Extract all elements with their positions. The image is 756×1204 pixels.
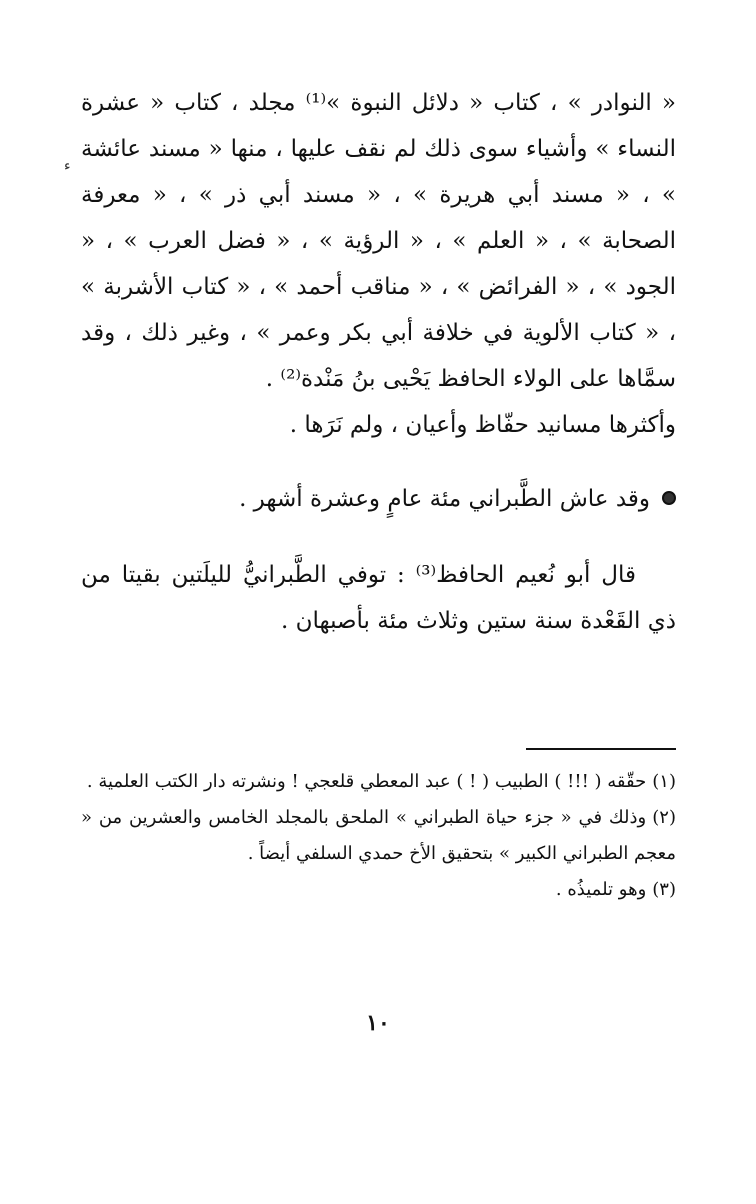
paragraph-books-list: « النوادر » ، كتاب « دلائل النبوة »⁽¹⁾ مجلد ، كتاب « عشرة النساء » وأشياء سوى ذلك لم نقف عليها ، منها « مسند عائشة » ، « مسند أبي هريرة » ، « مسند أبي ذر » ، « معرفة الصحابة » ، « العلم » ، « الرؤية » ، « فضل العرب » ، « الجود » ، « الفرائض » ، « مناقب أحمد » ، « كتاب الأشربة » ، « كتاب الألوية في خلافة أبي بكر وعمر » ، وغير ذلك ، وقد سمَّاها على الولاء الحافظ يَحْيى بنُ مَنْدة⁽²⁾ . [81,90,676,392]
footnote-divider [526,748,676,750]
stray-mark: ء [64,158,71,174]
footnote-number: (٣) [652,879,676,900]
footnote-1 [81,764,676,800]
footnote-text: حقّقه ( !!! ) الطبيب ( ! ) عبد المعطي قلعجي ! ونشرته دار الكتب العلمية . [86,771,647,792]
footnote-text: وذلك في « جزء حياة الطبراني » الملحق بالمجلد الخامس والعشرين من « معجم الطبراني الكبير » بتحقيق الأخ حمدي السلفي أيضاً . [81,807,676,864]
bullet-icon [662,491,676,505]
bullet-text: وقد عاش الطَّبراني مئة عامٍ وعشرة أشهر . [239,486,650,512]
bullet-paragraph [81,476,676,522]
main-text [81,80,676,644]
footnote-number: (١) [652,771,676,792]
paragraph-musnads: وأكثرها مسانيد حفّاظ وأعيان ، ولم نَرَها . [289,412,676,438]
paragraph-death: قال أبو نُعيم الحافظ⁽³⁾ : توفي الطَّبرانيُّ لليلَتين بقيتا من ذي القَعْدة سنة ستين وثلاث مئة بأصبهان . [81,562,676,634]
page-number: ١٠ [366,1010,390,1036]
footnote-number: (٢) [652,807,676,828]
footnote-text: وهو تلميذُه . [555,879,647,900]
footnote-2 [81,800,676,872]
footnote-3 [81,872,676,908]
footnotes [81,764,676,908]
